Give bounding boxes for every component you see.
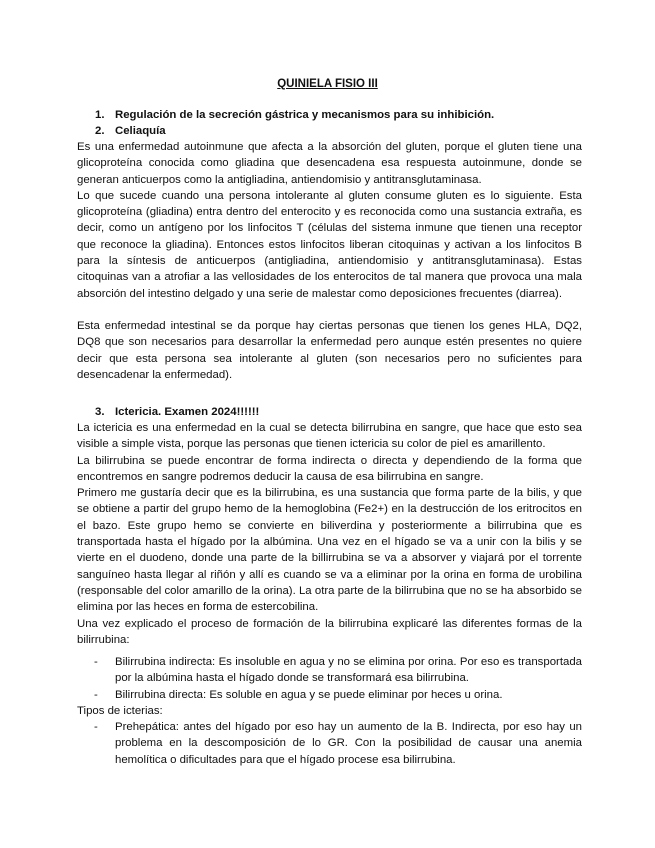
list-item-3: [95, 404, 259, 420]
list-item-2: [95, 123, 166, 139]
list-item: [77, 719, 582, 768]
item-number: 2.: [95, 125, 105, 137]
bilirrubina-forms-list: [77, 654, 582, 768]
item-number: 1.: [95, 109, 105, 121]
paragraph: Esta enfermedad intestinal se da porque hay ciertas personas que tienen los genes HLA, DQ2, DQ8 que son necesarios para desarrollar la enfermedad pero aunque estén presentes no quiere decir que esta persona sea intolerante al gluten (son necesarios pero no suficientes para desencadenar la enfermedad).: [77, 319, 582, 381]
item-label: Ictericia. Examen 2024!!!!!!: [115, 406, 260, 418]
ictericia-section: [77, 420, 582, 648]
paragraph: Una vez explicado el proceso de formación de la bilirrubina explicaré las diferentes formas de la bilirrubina:: [77, 617, 582, 646]
paragraph: La ictericia es una enfermedad en la cual se detecta bilirrubina en sangre, que hace que esto sea visible a simple vista, porque las personas que tienen ictericia su color de piel es amarillento.: [77, 422, 582, 451]
bullet-dash: -: [94, 688, 98, 701]
item-label: Celiaquía: [115, 125, 166, 137]
page-title: QUINIELA FISIO III: [277, 78, 378, 90]
bullet-dash: -: [94, 656, 98, 668]
paragraph: Primero me gustaría decir que es la bilirrubina, es una sustancia que forma parte de la bilis, y que se obtiene a partir del grupo hemo de la hemoglobina (Fe2+) en la destrucción de los eritrocitos en el bazo. Este grupo hemo se convierte en biliverdina y posteriormente a bilirrubina que es transportada hasta el hígado por la albúmina. Una vez en el hígado se va a unir con la bilis y se vierte en el duodeno, donde una parte de la billirrubina se va a absorver y viajará por el torrente sanguíneo hasta llegar al riñón y allí es cuando se va a eliminar por la orina en forma de urobilina (responsable del color amarillo de la orina). La otra parte de la bilirrubina que no se ha absorbido se elimina por las heces en forma de estercobilina.: [77, 487, 582, 614]
list-item-1: [95, 107, 494, 123]
item-label: Regulación de la secreción gástrica y mecanismos para su inhibición.: [115, 109, 495, 121]
list-item: [77, 687, 582, 703]
bullet-dash: -: [94, 721, 98, 734]
celiaquia-section: [77, 139, 582, 383]
item-number: 3.: [95, 406, 105, 418]
list-item: [77, 654, 582, 687]
paragraph: La bilirrubina se puede encontrar de forma indirecta o directa y dependiendo de la forma que encontremos en sangre podremos deducir la causa de esa bilirrubina en sangre.: [77, 454, 582, 483]
tipos-label: Tipos de icterias:: [77, 704, 163, 717]
list-item-text: Bilirrubina directa: Es soluble en agua y se puede eliminar por heces u orina.: [115, 688, 503, 701]
paragraph: Lo que sucede cuando una persona intolerante al gluten consume gluten es lo siguiente. Esta glicoproteína (gliadina) entra dentro del enterocito y es reconocida como una sustancia extraña, es decir, como un antígeno por los linfocitos T (células del sistema inmune que tienen una receptor que reconoce la gliadina). Entonces estos linfocitos liberan citoquinas y activan a los linfocitos B para la síntesis de anticuerpos (antigliadina, antiendomisio y antitransglutaminasa). Estas citoquinas van a atrofiar a las vellosidades de los enterocitos de tal manera que provoca una mala absorción del intestino delgado y una serie de malestar como deposiciones frecuentes (diarrea).: [77, 189, 582, 300]
list-item-text: Bilirrubina indirecta: Es insoluble en agua y no se elimina por orina. Por eso es transportada por la albúmina hasta el hígado donde se transformará esa bilirrubina.: [115, 656, 582, 685]
paragraph: Es una enfermedad autoinmune que afecta a la absorción del gluten, porque el gluten tiene una glicoproteína conocida como gliadina que desencadena esa respuesta autoinmune, donde se generan anticuerpos como la antigliadina, antiendomisio y antitransglutaminasa.: [77, 141, 582, 186]
list-item-text: Prehepática: antes del hígado por eso hay un aumento de la B. Indirecta, por eso hay un problema en la descomposición de lo GR. Con la posibilidad de causar una anemia hemolítica o dificultades para que el hígado procese esa bilirrubina.: [115, 721, 582, 766]
